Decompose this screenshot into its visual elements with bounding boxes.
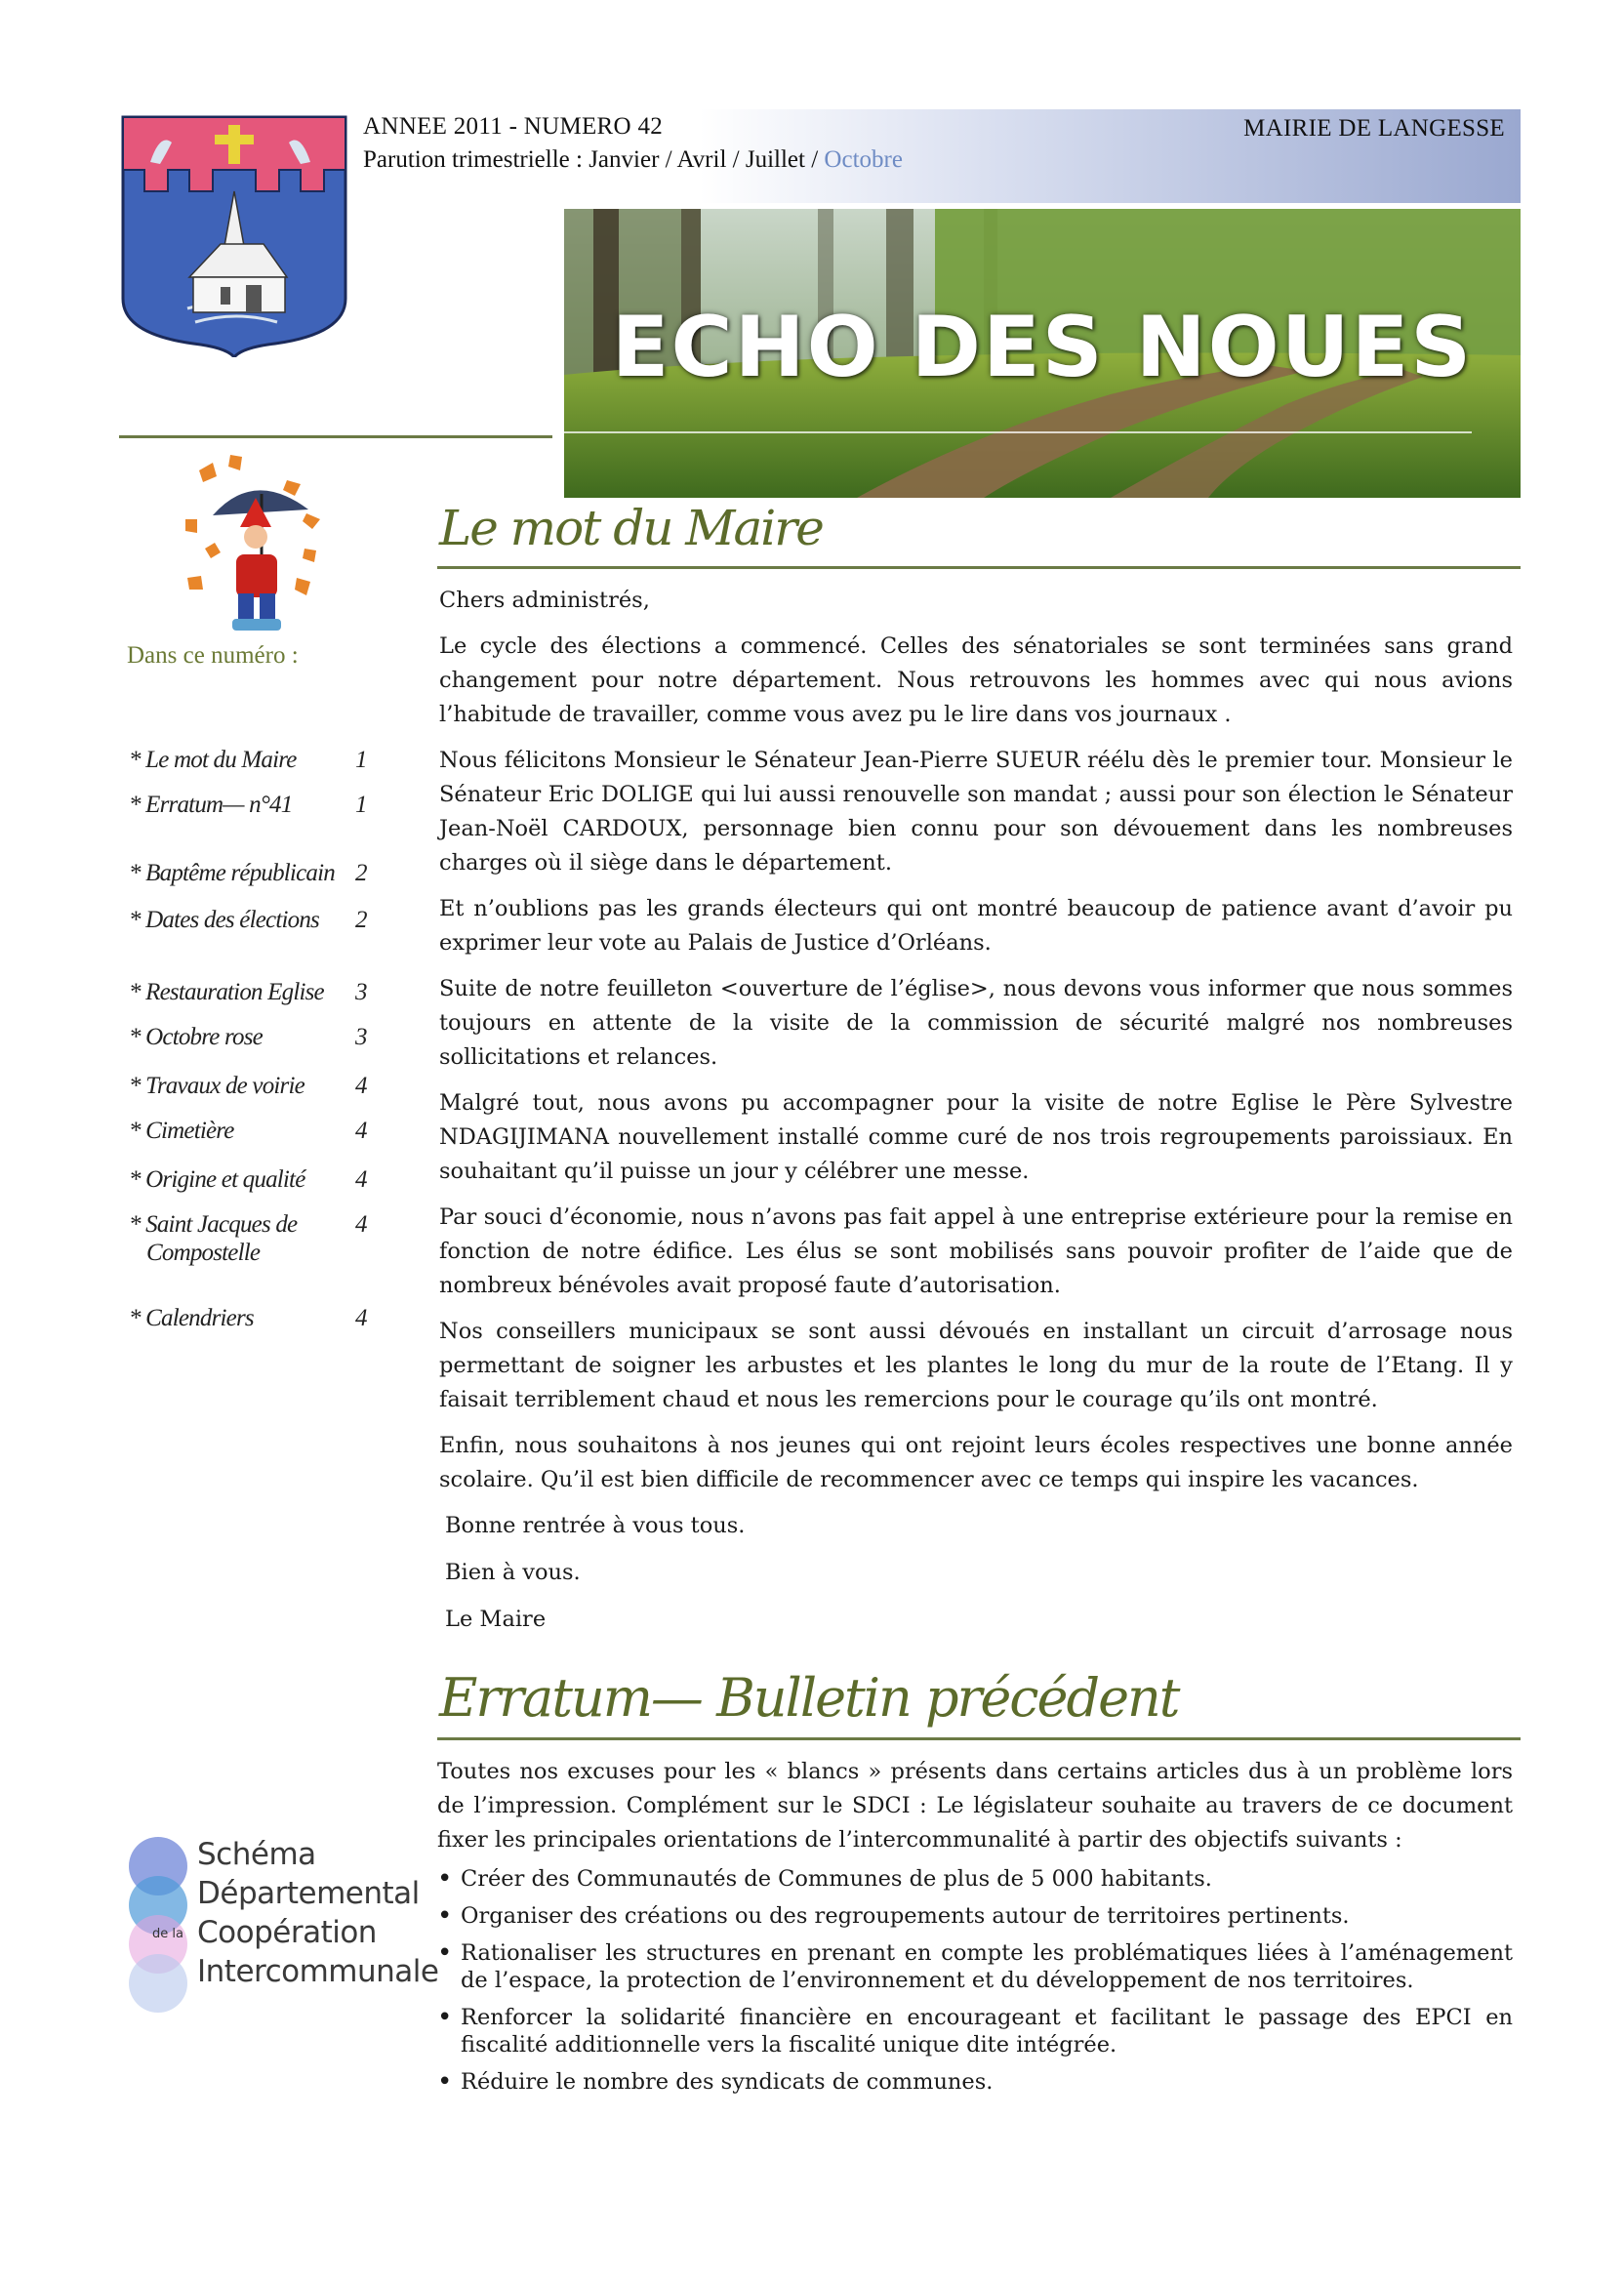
toc-label: * Origine et qualité: [129, 1166, 305, 1193]
parution-schedule: Parution trimestrielle : Janvier / Avril / Juillet / Octobre: [363, 146, 903, 173]
toc-label: * Baptême républicain: [129, 860, 335, 886]
toc-label: * Dates des élections: [129, 907, 319, 933]
issue-number: ANNEE 2011 - NUMERO 42: [363, 113, 664, 140]
section-title-mot-du-maire: Le mot du Maire: [439, 500, 823, 556]
toc-item[interactable]: [129, 1210, 383, 1267]
toc-label: * Octobre rose: [129, 1024, 263, 1050]
sdci-line-1: Schéma: [197, 1837, 316, 1872]
toc-label: * Saint Jacques de Compostelle: [129, 1211, 298, 1266]
sdci-logo-icon: [125, 1835, 199, 2017]
toc-item[interactable]: [129, 978, 383, 1006]
toc-item[interactable]: [129, 746, 383, 774]
toc-page: 2: [355, 907, 367, 933]
gnome-umbrella-icon: [180, 451, 328, 636]
section-title-erratum: Erratum— Bulletin précédent: [439, 1667, 1179, 1729]
toc-label: * Restauration Eglise: [129, 979, 324, 1005]
signature: Le Maire: [445, 1607, 547, 1632]
toc-page: 4: [355, 1073, 367, 1099]
toc-page: 3: [355, 979, 367, 1005]
newsletter-title: ECHO DES NOUES: [611, 299, 1474, 396]
current-month: Octobre: [824, 146, 903, 173]
toc-page: 2: [355, 860, 367, 886]
sdci-line-4: Intercommunale: [197, 1954, 439, 1989]
toc-page: 4: [355, 1305, 367, 1331]
toc-label: * Le mot du Maire: [129, 747, 297, 773]
sdci-line-2: Départemental: [197, 1876, 420, 1911]
closing-line: Bien à vous.: [445, 1560, 581, 1585]
banner-rule: [564, 431, 1472, 433]
toc-page: 4: [355, 1211, 367, 1238]
sdci-small-text: de la: [152, 1927, 183, 1941]
erratum-intro: Toutes nos excuses pour les « blancs » présents dans certains articles dus à un problème lors de l’impression. Complément sur le SDCI : Le législateur souhaite au travers de ce document fixer les principales orientations de l’intercommunalité à partir des objectifs suivants :: [437, 1759, 1513, 1853]
toc-item[interactable]: [129, 1165, 383, 1194]
paragraph: Et n’oublions pas les grands électeurs qui ont montré beaucoup de patience avant d’avoir pu exprimer leur vote au Palais de Justice d’Orléans.: [439, 896, 1513, 956]
toc-label: * Calendriers: [129, 1305, 254, 1331]
toc-label: * Cimetière: [129, 1118, 234, 1144]
paragraph: Chers administrés,: [439, 588, 650, 613]
paragraph: Nous félicitons Monsieur le Sénateur Jean-Pierre SUEUR réélu dès le premier tour. Monsieur le Sénateur Eric DOLIGE qui lui aussi renouvelle son mandat ; aussi pour son élection le Sénateur Jean-Noël CARDOUX, personnage bien connu pour son dévouement dans les nombreuses charges où il siège dans le département.: [439, 748, 1513, 876]
toc-item[interactable]: [129, 1072, 383, 1100]
toc-page: 1: [355, 792, 367, 818]
toc-item[interactable]: [129, 1023, 383, 1051]
toc-item[interactable]: [129, 906, 383, 934]
toc-page: 3: [355, 1024, 367, 1050]
paragraph: Par souci d’économie, nous n’avons pas fait appel à une entreprise extérieure pour la remise en fonction de notre édifice. Les élus se sont mobilisés sans pouvoir profiter de l’aide que de nombreux bénévoles avait proposé faute d’autorisation.: [439, 1204, 1513, 1298]
parution-label: Parution trimestrielle :: [363, 146, 583, 173]
header-divider: [119, 435, 552, 438]
sdci-line-3: Coopération: [197, 1915, 377, 1950]
in-this-issue-label: Dans ce numéro :: [127, 642, 299, 669]
list-item: • Organiser des créations ou des regroupements autour de territoires pertinents.: [437, 1902, 1513, 1930]
month-3: Juillet: [745, 146, 805, 173]
toc-page: 1: [355, 747, 367, 773]
commune-name: MAIRIE DE LANGESSE: [1243, 115, 1505, 142]
list-item: • Créer des Communautés de Communes de plus de 5 000 habitants.: [437, 1865, 1513, 1893]
toc-item[interactable]: [129, 1304, 383, 1332]
toc-label: * Erratum— n°41: [129, 792, 293, 818]
list-item: • Rationaliser les structures en prenant en compte les problématiques liées à l’aménagement de l’espace, la protection de l’environnement et du développement de nos territoires.: [437, 1939, 1513, 1994]
section-rule: [437, 566, 1521, 569]
objectives-list: [437, 1865, 1513, 2096]
masthead-banner: [564, 209, 1521, 498]
toc-item[interactable]: [129, 859, 383, 887]
list-item: • Réduire le nombre des syndicats de communes.: [437, 2068, 1513, 2096]
coat-of-arms-icon: [119, 113, 349, 357]
toc-item[interactable]: [129, 1117, 383, 1145]
paragraph: Enfin, nous souhaitons à nos jeunes qui ont rejoint leurs écoles respectives une bonne année scolaire. Qu’il est bien difficile de recommencer avec ce temps qui inspire les vacances.: [439, 1433, 1513, 1492]
toc-item[interactable]: [129, 791, 383, 819]
closing-line: Bonne rentrée à vous tous.: [445, 1513, 746, 1538]
toc-page: 4: [355, 1118, 367, 1144]
erratum-body: [437, 1755, 1513, 2105]
mot-du-maire-body: [439, 584, 1513, 1650]
sdci-logo: [125, 1835, 439, 2017]
toc-page: 4: [355, 1166, 367, 1193]
month-2: Avril: [676, 146, 727, 173]
list-item: • Renforcer la solidarité financière en encourageant et facilitant le passage des EPCI en fiscalité additionnelle vers la fiscalité unique dite intégrée.: [437, 2004, 1513, 2058]
paragraph: Le cycle des élections a commencé. Celles des sénatoriales se sont terminées sans grand changement pour notre département. Nous retrouvons les hommes avec qui nous avions l’habitude de travailler, comme vous avez pu le lire dans vos journaux .: [439, 633, 1513, 727]
paragraph: Malgré tout, nous avons pu accompagner pour la visite de notre Eglise le Père Sylvestre NDAGIJIMANA nouvellement installé comme curé de nos trois regroupements paroissiaux. En souhaitant qu’il puisse un jour y célébrer une messe.: [439, 1090, 1513, 1184]
paragraph: Suite de notre feuilleton <ouverture de l’église>, nous devons vous informer que nous sommes toujours en attente de la visite de la commission de sécurité malgré nos nombreuses sollicitations et relances.: [439, 976, 1513, 1070]
paragraph: Nos conseillers municipaux se sont aussi dévoués en installant un circuit d’arrosage nous permettant de soigner les arbustes et les plantes le long du mur de la route de l’Etang. Il y faisait terriblement chaud et nous les remercions pour le courage qu’ils ont montré.: [439, 1319, 1513, 1412]
toc-label: * Travaux de voirie: [129, 1073, 304, 1099]
month-1: Janvier: [589, 146, 660, 173]
section-rule: [437, 1737, 1521, 1740]
